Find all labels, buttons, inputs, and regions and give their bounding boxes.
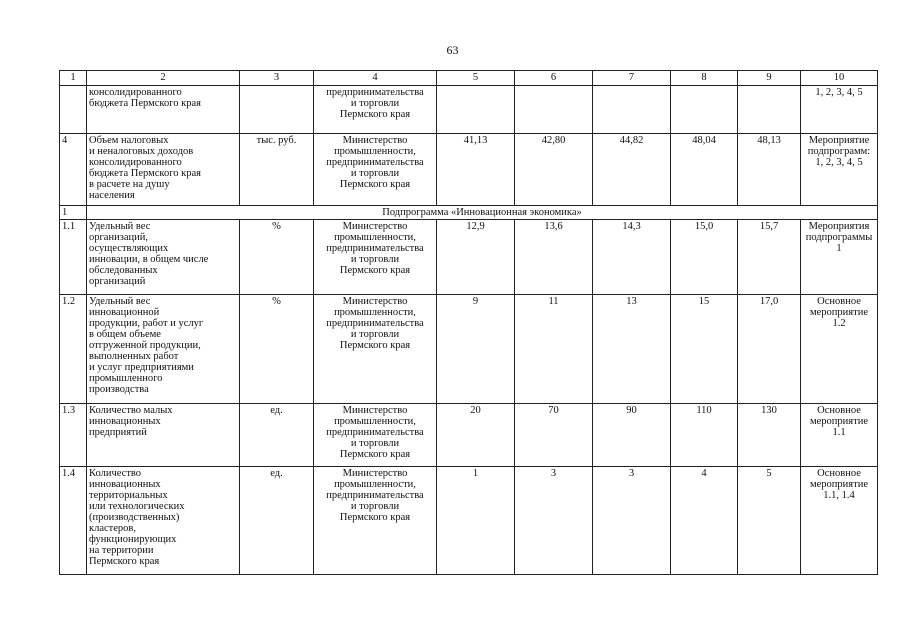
value-cell: 12,9: [437, 220, 515, 295]
value-cell: 130: [738, 404, 801, 467]
value-cell: 41,13: [437, 134, 515, 206]
subprogram-title: Подпрограмма «Инновационная экономика»: [87, 206, 878, 220]
row-number: 1.1: [60, 220, 87, 295]
table-row: [60, 86, 878, 134]
subprogram-row: [60, 206, 878, 220]
table-header-row: [60, 71, 878, 86]
value-cell: 20: [437, 404, 515, 467]
value-cell: 9: [437, 295, 515, 404]
basis-cell: Основное мероприятие 1.1, 1.4: [801, 467, 878, 575]
unit-cell: тыс. руб.: [240, 134, 314, 206]
value-cell: 42,80: [515, 134, 593, 206]
header-cell: 4: [314, 71, 437, 86]
value-cell: 3: [593, 467, 671, 575]
responsible-cell: Министерство промышленности, предпринимательства и торговли Пермского края: [314, 404, 437, 467]
value-cell: 70: [515, 404, 593, 467]
basis-cell: 1, 2, 3, 4, 5: [801, 86, 878, 134]
value-cell: 15,7: [738, 220, 801, 295]
row-number: 1.2: [60, 295, 87, 404]
value-cell: [593, 86, 671, 134]
header-cell: 3: [240, 71, 314, 86]
indicators-table: [59, 70, 878, 575]
table-row: [60, 295, 878, 404]
table-row: [60, 220, 878, 295]
value-cell: 1: [437, 467, 515, 575]
header-cell: 7: [593, 71, 671, 86]
value-cell: 17,0: [738, 295, 801, 404]
responsible-cell: Министерство промышленности, предпринимательства и торговли Пермского края: [314, 220, 437, 295]
header-cell: 6: [515, 71, 593, 86]
indicator-name: Удельный вес организаций, осуществляющих инновации, в общем числе обследованных организаций: [87, 220, 240, 295]
unit-cell: ед.: [240, 404, 314, 467]
value-cell: 44,82: [593, 134, 671, 206]
unit-cell: %: [240, 220, 314, 295]
indicator-name: Удельный вес инновационной продукции, работ и услуг в общем объеме отгруженной продукции, выполненных работ и услуг предприятиями промышленного производства: [87, 295, 240, 404]
value-cell: [437, 86, 515, 134]
value-cell: [671, 86, 738, 134]
value-cell: 3: [515, 467, 593, 575]
indicator-name: Количество малых инновационных предприятий: [87, 404, 240, 467]
basis-cell: Мероприятие подпрограмм: 1, 2, 3, 4, 5: [801, 134, 878, 206]
value-cell: 11: [515, 295, 593, 404]
value-cell: 5: [738, 467, 801, 575]
unit-cell: %: [240, 295, 314, 404]
row-number: 1.4: [60, 467, 87, 575]
value-cell: [515, 86, 593, 134]
header-cell: 1: [60, 71, 87, 86]
value-cell: 13,6: [515, 220, 593, 295]
value-cell: 48,04: [671, 134, 738, 206]
unit-cell: ед.: [240, 467, 314, 575]
table-row: [60, 134, 878, 206]
value-cell: 110: [671, 404, 738, 467]
responsible-cell: Министерство промышленности, предпринимательства и торговли Пермского края: [314, 467, 437, 575]
basis-cell: Основное мероприятие 1.2: [801, 295, 878, 404]
value-cell: 48,13: [738, 134, 801, 206]
indicator-name: Количество инновационных территориальных или технологических (производственных) кластеров, функционирующих на территории Пермского края: [87, 467, 240, 575]
header-cell: 9: [738, 71, 801, 86]
basis-cell: Основное мероприятие 1.1: [801, 404, 878, 467]
header-cell: 8: [671, 71, 738, 86]
value-cell: [738, 86, 801, 134]
value-cell: 13: [593, 295, 671, 404]
table-row: [60, 404, 878, 467]
indicator-name: консолидированного бюджета Пермского края: [87, 86, 240, 134]
value-cell: 15,0: [671, 220, 738, 295]
responsible-cell: Министерство промышленности, предпринимательства и торговли Пермского края: [314, 134, 437, 206]
row-number: 4: [60, 134, 87, 206]
value-cell: 15: [671, 295, 738, 404]
responsible-cell: предпринимательства и торговли Пермского края: [314, 86, 437, 134]
page-number: 63: [446, 43, 459, 57]
header-cell: 5: [437, 71, 515, 86]
responsible-cell: Министерство промышленности, предпринимательства и торговли Пермского края: [314, 295, 437, 404]
value-cell: 14,3: [593, 220, 671, 295]
table-row: [60, 467, 878, 575]
indicator-name: Объем налоговых и неналоговых доходов консолидированного бюджета Пермского края в расчете на душу населения: [87, 134, 240, 206]
row-number: 1: [60, 206, 87, 220]
row-number: [60, 86, 87, 134]
value-cell: 90: [593, 404, 671, 467]
row-number: 1.3: [60, 404, 87, 467]
header-cell: 2: [87, 71, 240, 86]
value-cell: 4: [671, 467, 738, 575]
header-cell: 10: [801, 71, 878, 86]
basis-cell: Мероприятия подпрограммы 1: [801, 220, 878, 295]
unit-cell: [240, 86, 314, 134]
